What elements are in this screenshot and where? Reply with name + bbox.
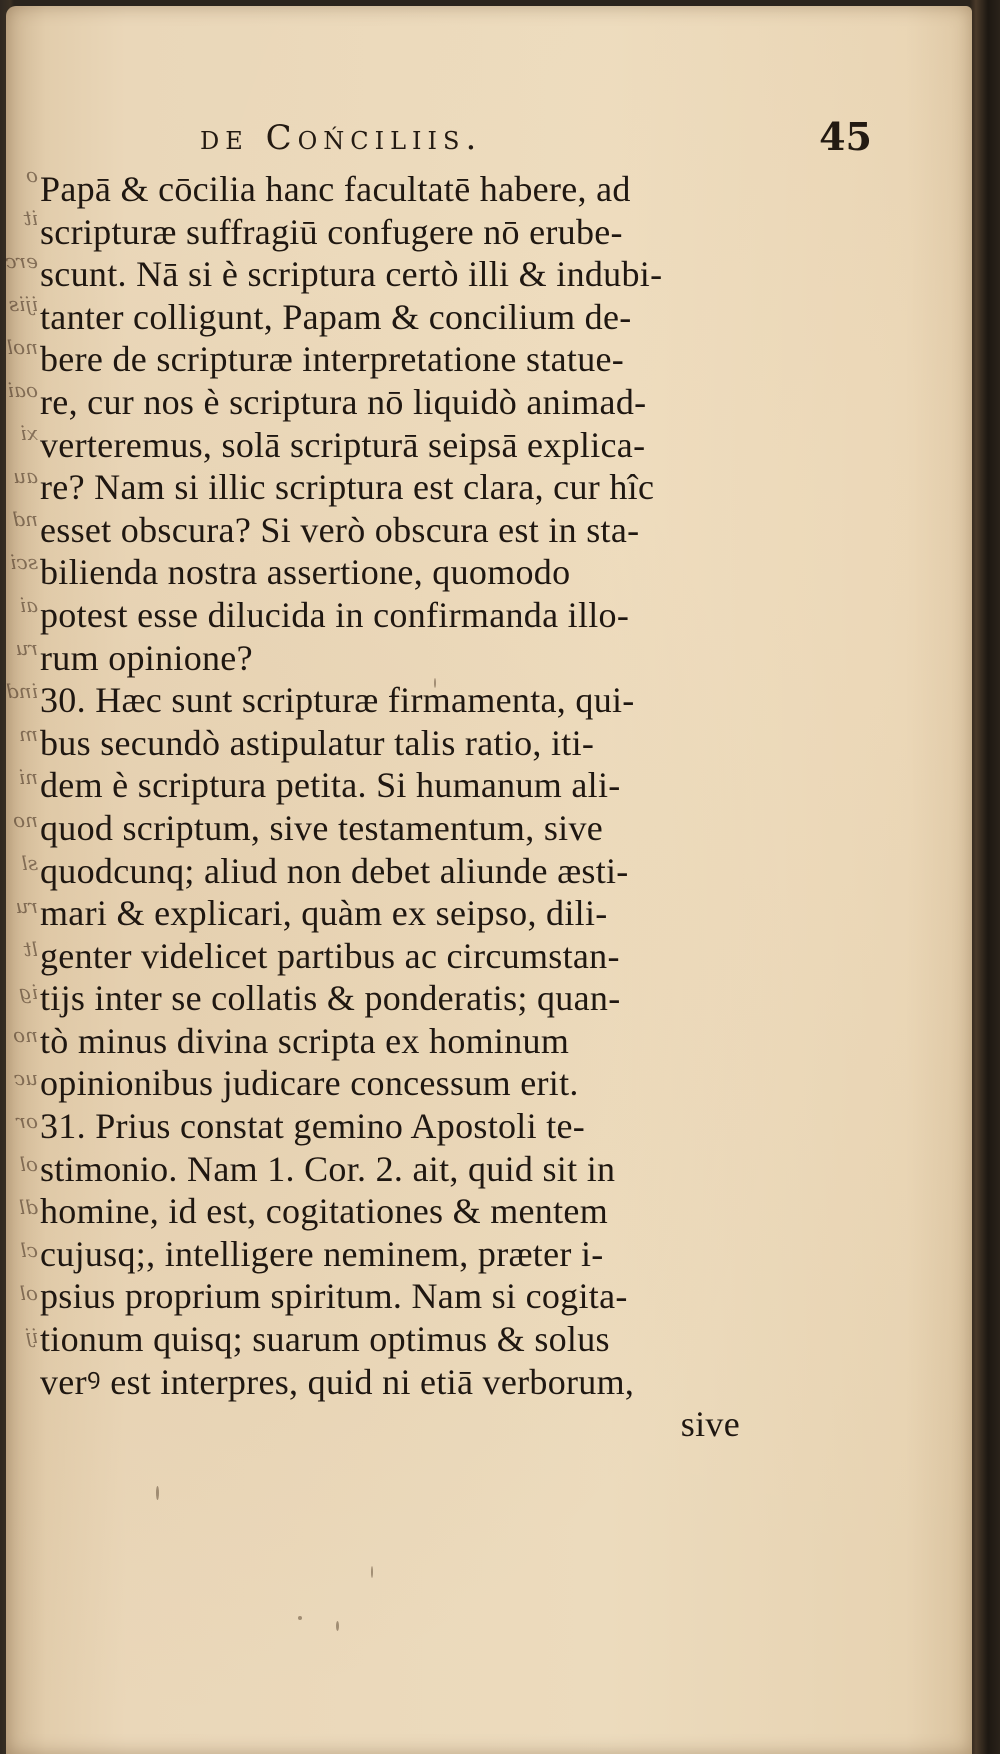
text-line: opinionibus judicare concessum erit. xyxy=(40,1063,579,1104)
text-line: tijs inter se collatis & ponderatis; quan- xyxy=(40,978,621,1019)
text-line: esset obscura? Si verò obscura est in sta- xyxy=(40,509,640,550)
bleed-through-margin xyxy=(6,146,40,1586)
bleed-through-mark: ni xyxy=(18,765,38,789)
running-head: de Cońciliis. xyxy=(200,118,483,158)
text-line: scripturæ suffragiū confugere nō erube- xyxy=(40,211,623,252)
text-line: verꝰ est interpres, quid ni etiā verborum, xyxy=(40,1361,635,1402)
bleed-through-mark: ol xyxy=(19,1152,38,1176)
bleed-through-mark: erc xyxy=(5,249,38,273)
text-line: dem è scriptura petita. Si humanum ali- xyxy=(40,765,621,806)
text-line: genter videlicet partibus ac circumstan- xyxy=(40,935,620,976)
text-line: tionum quisq; suarum optimus & solus xyxy=(40,1319,610,1360)
bleed-through-mark: sl xyxy=(21,851,38,875)
bleed-through-mark: au xyxy=(13,464,38,488)
page-header xyxy=(156,114,876,164)
bleed-through-mark: uc xyxy=(13,1066,38,1090)
bleed-through-mark: ig xyxy=(18,980,38,1004)
body-text xyxy=(40,168,740,1446)
text-line: bilienda nostra assertione, quomodo xyxy=(40,552,571,593)
catchword: sive xyxy=(680,1404,740,1445)
bleed-through-mark: ij xyxy=(25,1324,38,1348)
text-line: tanter colligunt, Papam & concilium de- xyxy=(40,296,632,337)
text-line: re? Nam si illic scriptura est clara, cur hîc xyxy=(40,467,655,508)
text-line: 31. Prius constat gemino Apostoli te- xyxy=(40,1106,586,1147)
bleed-through-mark: nd xyxy=(12,507,38,531)
bleed-through-mark: o xyxy=(25,163,38,187)
bleed-through-mark: or xyxy=(16,1109,38,1133)
bleed-through-mark: dl xyxy=(18,1195,38,1219)
bleed-through-mark: ijis xyxy=(8,292,38,316)
text-line: Papā & cōcilia hanc facultatē habere, ad xyxy=(40,169,631,209)
text-line: bere de scripturæ interpretatione statue- xyxy=(40,339,625,380)
text-line: tò minus divina scripta ex hominum xyxy=(40,1020,570,1061)
text-line: quod scriptum, sive testamentum, sive xyxy=(40,807,604,848)
bleed-through-mark: no xyxy=(13,1023,38,1047)
text-line: homine, id est, cogitationes & mentem xyxy=(40,1191,608,1232)
bleed-through-mark: ru xyxy=(15,894,38,918)
bleed-through-mark: no xyxy=(13,808,38,832)
bleed-through-mark: it xyxy=(23,206,38,230)
text-line: rum opinione? xyxy=(40,637,253,678)
bleed-through-mark: m xyxy=(19,722,38,746)
bleed-through-mark: cl xyxy=(20,1238,38,1262)
text-line: cujusq;, intelligere neminem, præter i- xyxy=(40,1233,604,1274)
bleed-through-mark: sci xyxy=(10,550,38,574)
bleed-through-mark: lt xyxy=(23,937,38,961)
bleed-through-mark: oai xyxy=(7,378,38,402)
text-line: quodcunq; aliud non debet aliunde æsti- xyxy=(40,850,629,891)
bleed-through-mark: ind xyxy=(5,679,38,703)
bleed-through-mark: ru xyxy=(15,636,38,660)
page-number: 45 xyxy=(819,114,872,159)
text-line: 30. Hæc sunt scripturæ firmamenta, qui- xyxy=(40,680,635,721)
bleed-through-mark: ai xyxy=(19,593,38,617)
text-line: potest esse dilucida in confirmanda illo- xyxy=(40,594,630,635)
bleed-through-mark: xi xyxy=(20,421,38,445)
bleed-through-mark: nol xyxy=(6,335,38,359)
book-edge xyxy=(970,0,1000,1754)
text-line: stimonio. Nam 1. Cor. 2. ait, quid sit in xyxy=(40,1148,616,1189)
bleed-through-mark: ol xyxy=(19,1281,38,1305)
text-line: bus secundò astipulatur talis ratio, iti- xyxy=(40,722,595,763)
text-line: scunt. Nā si è scriptura certò illi & indubi- xyxy=(40,254,663,295)
text-line: mari & explicari, quàm ex seipso, dili- xyxy=(40,893,608,934)
book-page xyxy=(6,6,972,1754)
text-line: re, cur nos è scriptura nō liquidò animad- xyxy=(40,381,647,422)
text-line: verteremus, solā scripturā seipsā explica- xyxy=(40,424,646,465)
text-line: psius proprium spiritum. Nam si cogita- xyxy=(40,1276,628,1317)
